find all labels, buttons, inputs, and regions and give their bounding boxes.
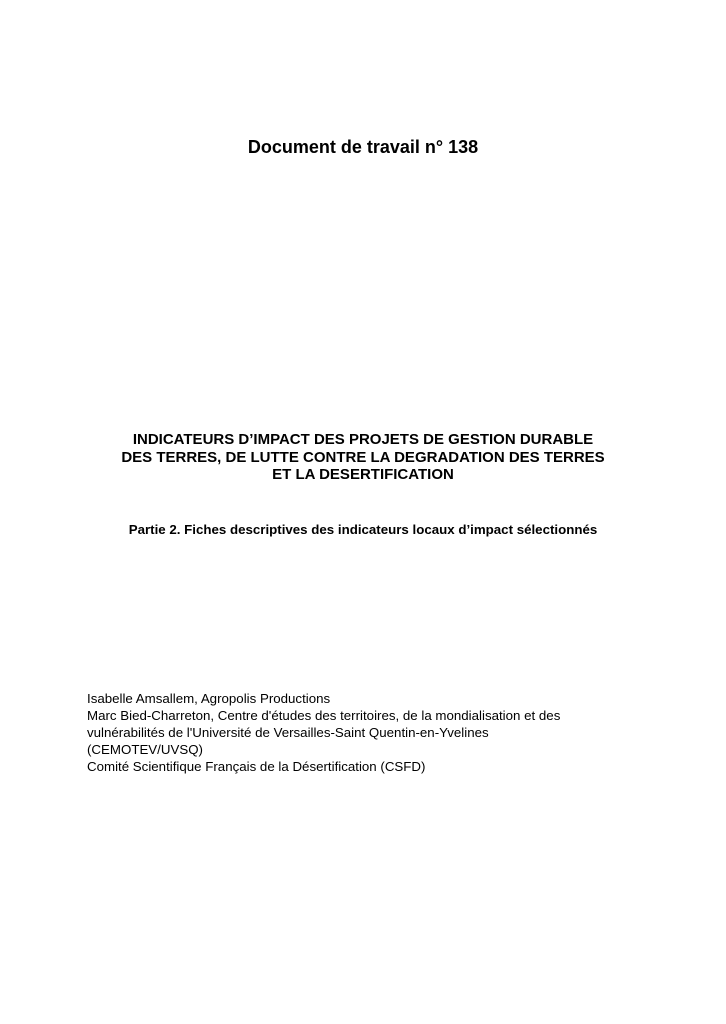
- document-subtitle: Partie 2. Fiches descriptives des indicateurs locaux d’impact sélectionnés: [128, 522, 598, 537]
- authors-block: [87, 690, 647, 775]
- author-line: Isabelle Amsallem, Agropolis Productions: [87, 691, 331, 706]
- title-line: ET LA DESERTIFICATION: [272, 466, 454, 483]
- document-number-heading: Document de travail n° 138: [247, 137, 479, 157]
- document-title: [0, 431, 726, 484]
- author-line: (CEMOTEV/UVSQ): [87, 742, 203, 757]
- title-line: INDICATEURS D’IMPACT DES PROJETS DE GESTION DURABLE: [132, 431, 594, 448]
- title-line: DES TERRES, DE LUTTE CONTRE LA DEGRADATION DES TERRES: [121, 448, 605, 466]
- author-line: vulnérabilités de l'Université de Versailles-Saint Quentin-en-Yvelines: [87, 725, 489, 740]
- author-line: Comité Scientifique Français de la Désertification (CSFD): [87, 759, 426, 774]
- author-line: Marc Bied-Charreton, Centre d'études des territoires, de la mondialisation et des: [87, 708, 561, 723]
